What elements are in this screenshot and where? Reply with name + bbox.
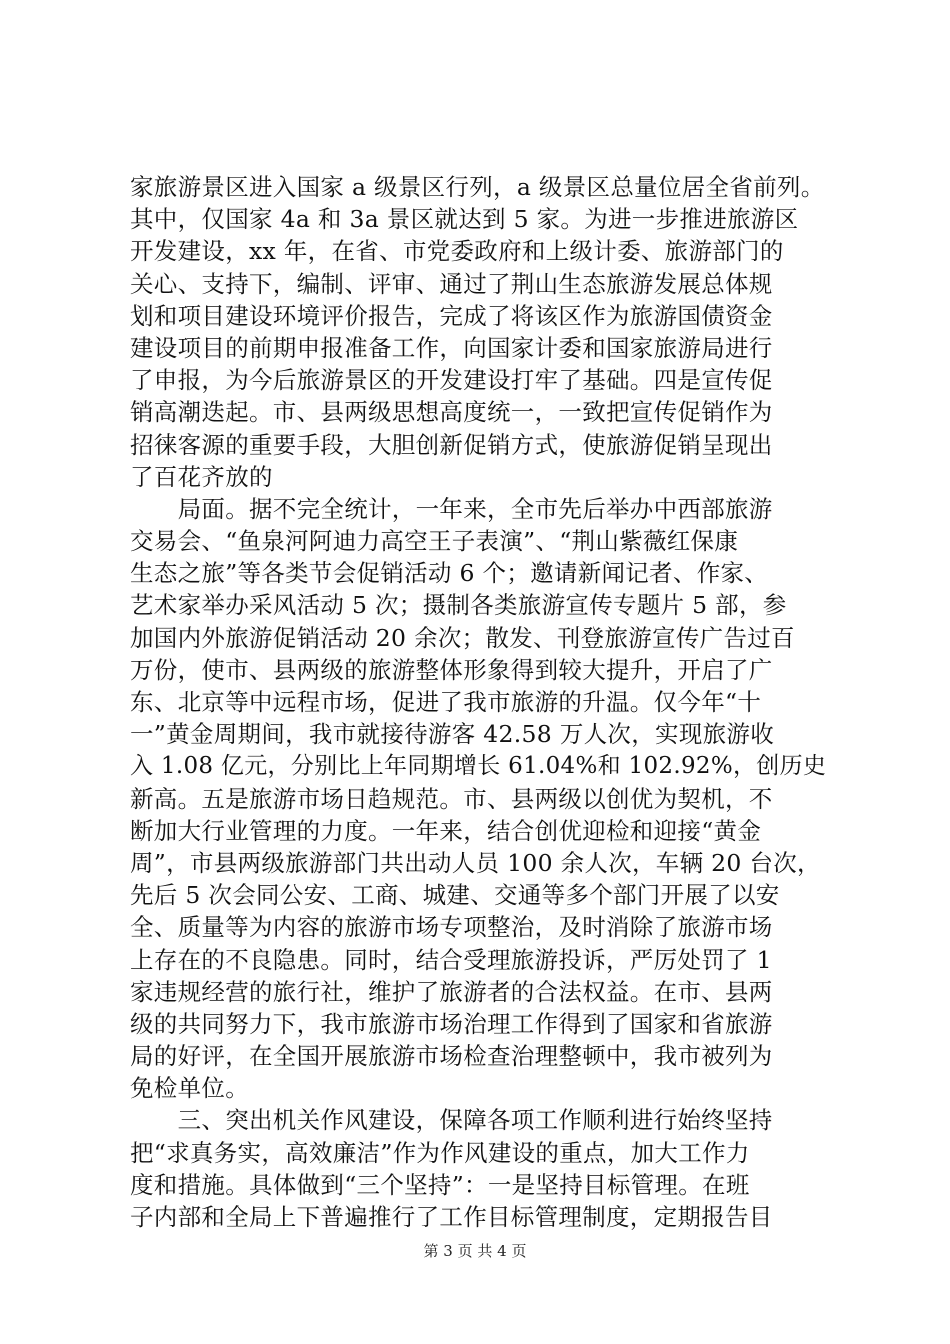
- text-line: 家违规经营的旅行社，维护了旅游者的合法权益。在市、县两: [130, 977, 773, 1006]
- text-line: 断加大行业管理的力度。一年来，结合创优迎检和迎接“黄金: [130, 816, 762, 845]
- text-line: 把“求真务实，高效廉洁”作为作风建设的重点，加大工作力: [130, 1138, 750, 1167]
- text-line: 划和项目建设环境评价报告，完成了将该区作为旅游国债资金: [130, 301, 773, 330]
- text-line: 关心、支持下，编制、评审、通过了荆山生态旅游发展总体规: [130, 269, 773, 298]
- text-line: 其中，仅国家 4a 和 3a 景区就达到 5 家。为进一步推进旅游区: [130, 205, 799, 234]
- text-line: 子内部和全局上下普遍推行了工作目标管理制度，定期报告目: [130, 1203, 773, 1231]
- text-line: 上存在的不良隐患。同时，结合受理旅游投诉，严厉处罚了 1: [130, 945, 772, 974]
- text-line: 生态之旅”等各类节会促销活动 6 个；邀请新闻记者、作家、: [130, 559, 769, 588]
- text-line: 了申报，为今后旅游景区的开发建设打牢了基础。四是宣传促: [130, 366, 773, 395]
- text-line: 建设项目的前期申报准备工作，向国家计委和国家旅游局进行: [130, 333, 773, 362]
- text-line: 局面。据不完全统计，一年来，全市先后举办中西部旅游: [130, 494, 773, 523]
- text-line: 局的好评，在全国开展旅游市场检查治理整顿中，我市被列为: [130, 1042, 773, 1071]
- text-line: 东、北京等中远程市场，促进了我市旅游的升温。仅今年“十: [130, 688, 762, 716]
- body-text: [130, 171, 830, 1233]
- text-line: 免检单位。: [130, 1074, 249, 1103]
- text-line: 入 1.08 亿元，分别比上年同期增长 61.04%和 102.92%，创历史: [130, 753, 827, 780]
- text-line: 万份，使市、县两级的旅游整体形象得到较大提升，开启了广: [130, 655, 773, 684]
- text-line: 艺术家举办采风活动 5 次；摄制各类旅游宣传专题片 5 部，参: [130, 591, 787, 620]
- text-line: 开发建设，xx 年，在省、市党委政府和上级计委、旅游部门的: [130, 237, 784, 266]
- text-line: 新高。五是旅游市场日趋规范。市、县两级以创优为契机，不: [130, 784, 773, 813]
- page-number-footer: 第 3 页 共 4 页: [423, 1242, 527, 1260]
- text-line: 招徕客源的重要手段，大胆创新促销方式，使旅游促销呈现出: [130, 430, 773, 459]
- text-line: 度和措施。具体做到“三个坚持”：一是坚持目标管理。在班: [130, 1170, 750, 1199]
- text-line: 级的共同努力下，我市旅游市场治理工作得到了国家和省旅游: [130, 1009, 773, 1038]
- text-line: 周”，市县两级旅游部门共出动人员 100 余人次，车辆 20 台次，: [130, 848, 821, 877]
- text-line: 交易会、“鱼泉河阿迪力高空王子表演”、“荆山紫薇红保康: [130, 527, 739, 556]
- text-line: 家旅游景区进入国家 a 级景区行列，a 级景区总量位居全省前列。: [130, 173, 825, 201]
- text-line: 三、突出机关作风建设，保障各项工作顺利进行始终坚持: [130, 1106, 773, 1135]
- text-line: 加国内外旅游促销活动 20 余次；散发、刊登旅游宣传广告过百: [130, 623, 795, 652]
- text-line: 了百花齐放的: [130, 462, 273, 491]
- text-line: 一”黄金周期间，我市就接待游客 42.58 万人次，实现旅游收: [130, 720, 775, 749]
- text-line: 全、质量等为内容的旅游市场专项整治，及时消除了旅游市场: [130, 913, 773, 942]
- text-line: 先后 5 次会同公安、工商、城建、交通等多个部门开展了以安: [130, 881, 780, 910]
- text-line: 销高潮迭起。市、县两级思想高度统一，一致把宣传促销作为: [130, 398, 773, 427]
